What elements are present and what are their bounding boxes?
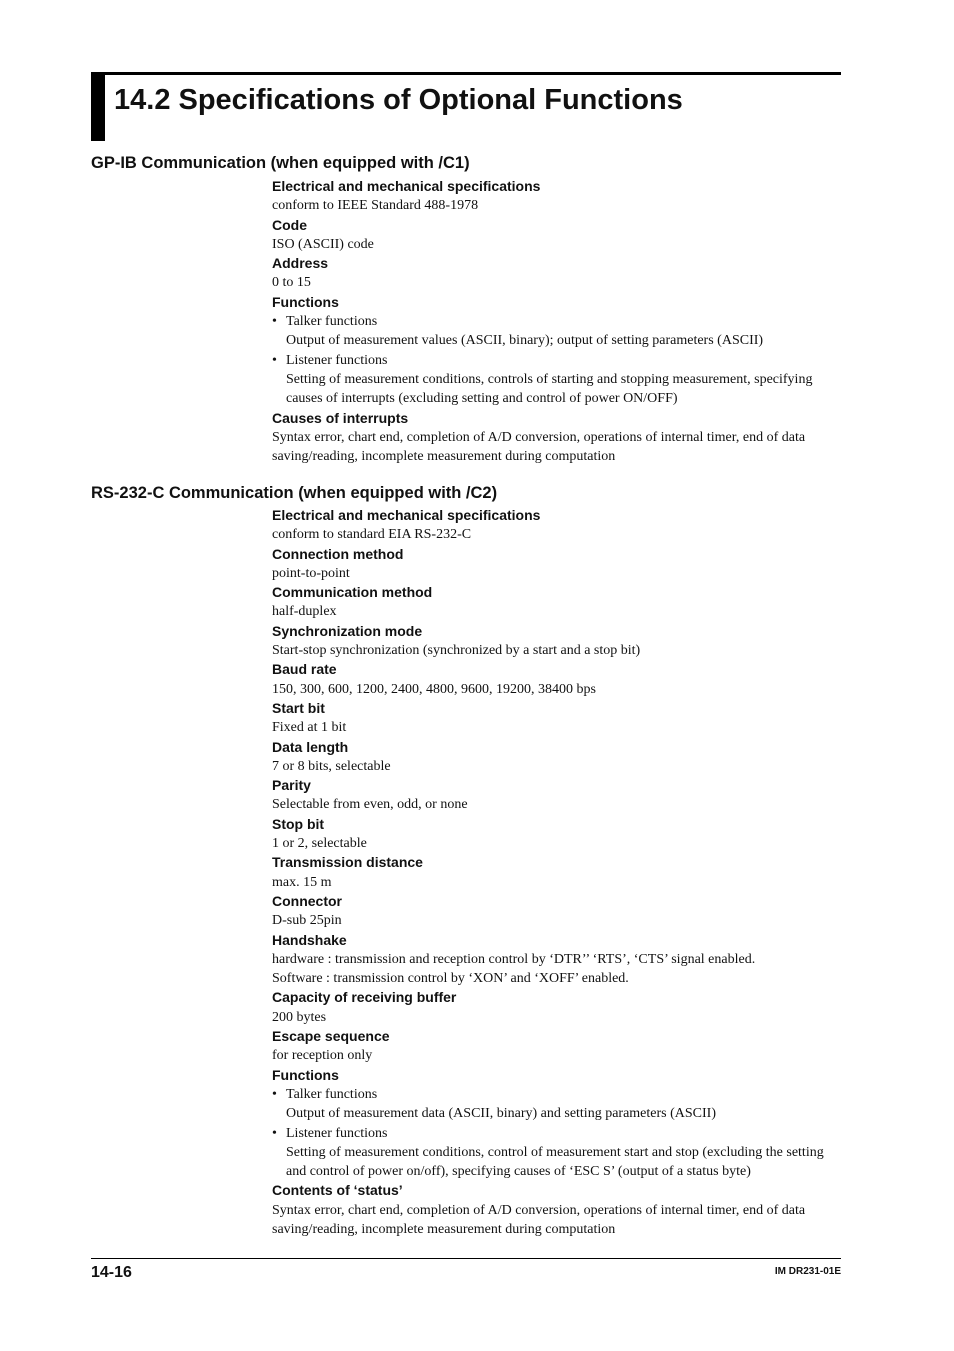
spec-heading: Stop bit <box>272 815 325 832</box>
bullet-icon: • <box>272 1086 277 1102</box>
spec-value: Setting of measurement conditions, controls of starting and stopping measurement, specifying causes of interrupts (excluding setting and control of power ON/OFF) <box>286 371 813 407</box>
gpib-spec-list <box>272 177 844 466</box>
spec-value: for reception only <box>272 1048 373 1064</box>
bullet-icon: • <box>272 1125 277 1141</box>
spec-heading: Parity <box>272 777 311 794</box>
spec-value: 200 bytes <box>272 1009 327 1025</box>
spec-heading: Electrical and mechanical specifications <box>272 507 541 523</box>
spec-heading: Functions <box>272 1066 339 1083</box>
spec-heading: Capacity of receiving buffer <box>272 989 457 1006</box>
spec-heading: Connection method <box>272 545 404 562</box>
spec-heading: Address <box>272 255 329 272</box>
spec-heading: Data length <box>272 738 349 755</box>
spec-heading: Functions <box>272 293 339 310</box>
spec-value: Output of measurement values (ASCII, binary); output of setting parameters (ASCII) <box>286 333 764 349</box>
spec-heading: Baud rate <box>272 661 337 678</box>
spec-heading: Communication method <box>272 584 433 601</box>
spec-value: Fixed at 1 bit <box>272 720 347 736</box>
spec-value: Selectable from even, odd, or none <box>272 797 468 813</box>
spec-value: 0 to 15 <box>272 275 311 291</box>
list-item-label: Talker functions <box>286 1086 378 1102</box>
spec-value: max. 15 m <box>272 874 332 890</box>
spec-heading: Transmission distance <box>272 854 423 871</box>
title-bar-decoration <box>91 72 105 141</box>
spec-value: 7 or 8 bits, selectable <box>272 758 391 774</box>
list-item-label: Listener functions <box>286 352 388 368</box>
section-heading-gpib: GP-IB Communication (when equipped with /C1) <box>91 154 470 172</box>
spec-value: Syntax error, chart end, completion of A/D conversion, operations of internal timer, end of data saving/reading, incomplete measurement during computation <box>272 429 806 465</box>
list-item <box>272 1085 844 1104</box>
spec-value: Syntax error, chart end, completion of A/D conversion, operations of internal timer, end of data saving/reading, incomplete measurement during computation <box>272 1202 806 1237</box>
spec-heading: Causes of interrupts <box>272 409 409 426</box>
spec-heading: Code <box>272 216 307 233</box>
spec-value: conform to IEEE Standard 488-1978 <box>272 198 479 214</box>
spec-value: ISO (ASCII) code <box>272 236 374 252</box>
title-top-rule <box>91 72 841 75</box>
spec-value: Output of measurement data (ASCII, binary) and setting parameters (ASCII) <box>286 1106 716 1122</box>
spec-heading: Connector <box>272 892 342 909</box>
chapter-title-block <box>91 72 841 142</box>
bullet-icon: • <box>272 352 277 368</box>
page-title: 14.2 Specifications of Optional Functions <box>114 84 683 116</box>
spec-value: Software : transmission control by ‘XON’ and ‘XOFF’ enabled. <box>272 971 629 987</box>
spec-value: Setting of measurement conditions, control of measurement start and stop (excluding the setting and control of power on/off), specifying causes of ‘ESC S’ (output of a status byte) <box>286 1144 824 1180</box>
spec-value: 1 or 2, selectable <box>272 836 367 852</box>
list-item-label: Listener functions <box>286 1125 388 1141</box>
spec-heading: Escape sequence <box>272 1028 390 1045</box>
rs232c-spec-list <box>272 506 844 1239</box>
spec-heading: Synchronization mode <box>272 622 423 639</box>
spec-value: hardware : transmission and reception control by ‘DTR’’ ‘RTS’, ‘CTS’ signal enabled. <box>272 951 756 967</box>
spec-value: conform to standard EIA RS-232-C <box>272 527 472 543</box>
spec-heading: Contents of ‘status’ <box>272 1182 403 1199</box>
list-item-label: Talker functions <box>286 314 378 330</box>
list-item <box>272 351 844 370</box>
section-heading-rs232c: RS-232-C Communication (when equipped with /C2) <box>91 484 498 502</box>
bullet-icon: • <box>272 314 277 330</box>
footer-rule <box>91 1258 841 1259</box>
list-item <box>272 312 844 331</box>
spec-heading: Start bit <box>272 699 325 716</box>
spec-value: half-duplex <box>272 604 337 620</box>
spec-value: Start-stop synchronization (synchronized by a start and a stop bit) <box>272 643 641 659</box>
spec-value: 150, 300, 600, 1200, 2400, 4800, 9600, 19200, 38400 bps <box>272 681 596 697</box>
spec-heading: Handshake <box>272 931 347 948</box>
spec-value: point-to-point <box>272 565 350 581</box>
list-item <box>272 1124 844 1143</box>
spec-heading: Electrical and mechanical specifications <box>272 178 541 194</box>
page-number: 14-16 <box>91 1264 132 1281</box>
document-id: IM DR231-01E <box>774 1266 841 1277</box>
spec-value: D-sub 25pin <box>272 913 342 929</box>
